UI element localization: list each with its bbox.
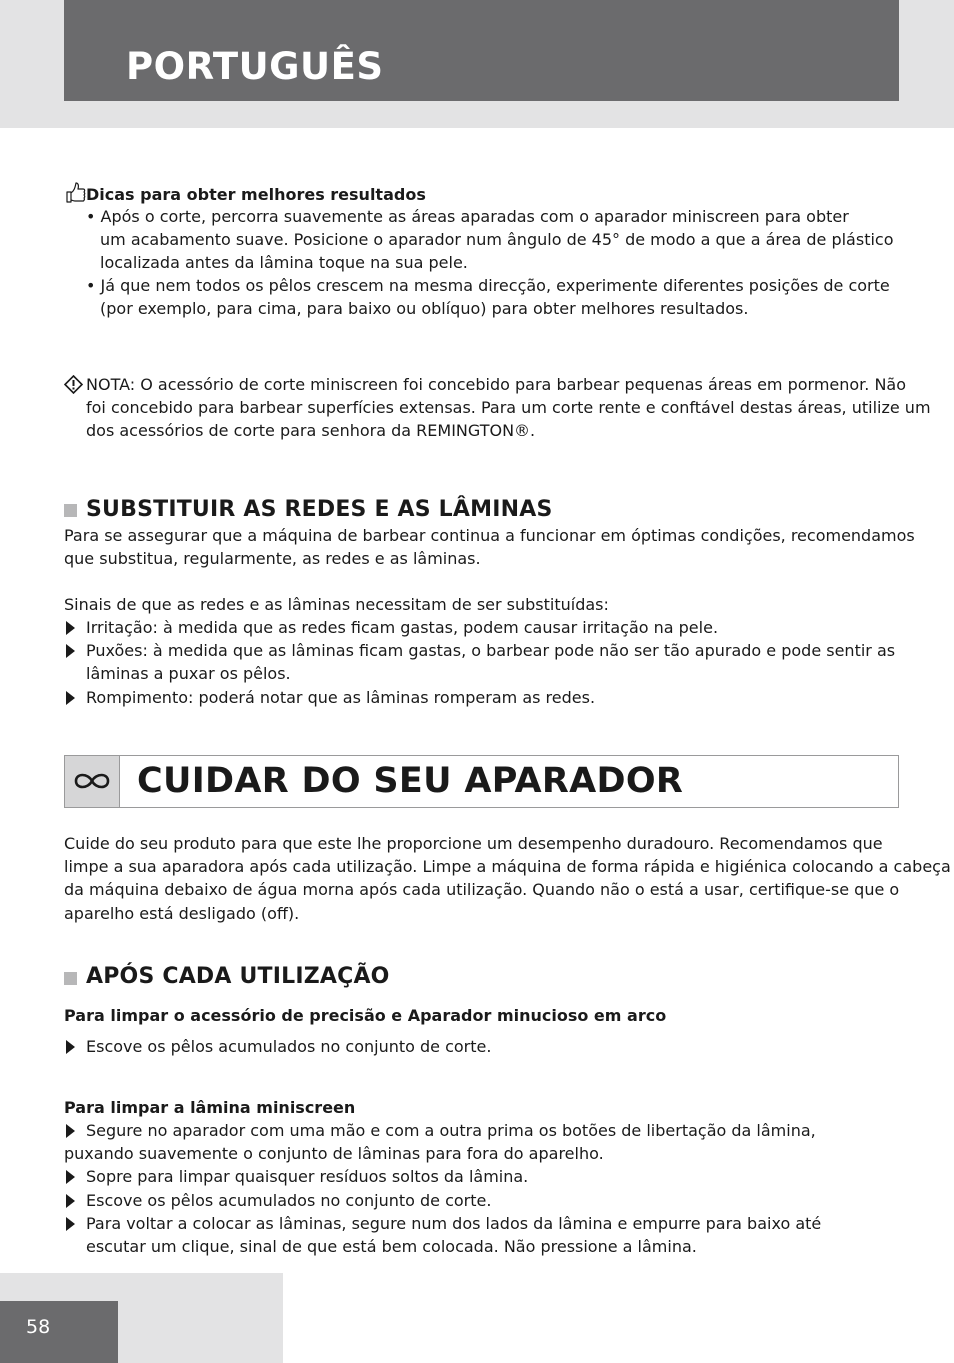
arrow-bullet-icon bbox=[66, 1194, 75, 1208]
care-section-header bbox=[64, 755, 899, 808]
list-item: Escove os pêlos acumulados no conjunto de corte. bbox=[64, 1189, 900, 1212]
section-square-bullet bbox=[64, 504, 77, 517]
page-title: PORTUGUÊS bbox=[126, 45, 384, 88]
tips-bullet-2: • Já que nem todos os pêlos crescem na mesma direcção, experimente diferentes posições de corte (por exemplo, para cima, para baixo ou oblíquo) para obter melhores resultados. bbox=[86, 276, 890, 319]
list-item: Sopre para limpar quaisquer resíduos soltos da lâmina. bbox=[64, 1165, 900, 1188]
arrow-bullet-icon bbox=[66, 1040, 75, 1054]
note-paragraph: NOTA: O acessório de corte miniscreen foi concebido para barbear pequenas áreas em pormenor. Não foi concebido para barbear superfícies extensas. Para um corte rente e conftável destas áreas, utilize um dos acessórios de corte para senhora da REMINGTON®. bbox=[86, 375, 931, 441]
list-item: Para voltar a colocar as lâminas, segure num dos lados da lâmina e empurre para baixo até escutar um clique, sinal de que está bem colocada. Não pressione a lâmina. bbox=[64, 1212, 900, 1258]
care-intro: Cuide do seu produto para que este lhe proporcione um desempenho duradouro. Recomendamos que limpe a sua aparadora após cada utilização. Limpe a máquina de forma rápida e higiénica colocando a cabeça da máquina debaixo de água morna após cada utilização. Quando não o está a usar, certifique-se que o aparelho está desligado (off). bbox=[64, 834, 951, 923]
warning-diamond-icon bbox=[64, 375, 83, 394]
care-icon-box bbox=[65, 756, 120, 807]
miniscreen-title: Para limpar a lâmina miniscreen bbox=[64, 1098, 356, 1117]
precision-steps bbox=[64, 1035, 900, 1058]
miniscreen-steps bbox=[64, 1119, 900, 1258]
arrow-bullet-icon bbox=[66, 691, 75, 705]
thumbs-up-icon bbox=[64, 180, 86, 204]
arrow-bullet-icon bbox=[66, 621, 75, 635]
list-item: Segure no aparador com uma mão e com a outra prima os botões de libertação da lâmina, puxando suavemente o conjunto de lâminas para fora do aparelho. bbox=[64, 1121, 816, 1164]
care-section-title: CUIDAR DO SEU APARADOR bbox=[137, 761, 684, 801]
tips-bullet-1: • Após o corte, percorra suavemente as áreas aparadas com o aparador miniscreen para obter um acabamento suave. Posicione o aparador num ângulo de 45° de modo a que a área de plástico localizada antes da lâmina toque na sua pele. bbox=[86, 207, 894, 273]
infinity-icon bbox=[72, 770, 112, 792]
section-square-bullet bbox=[64, 972, 77, 985]
replace-section-title: SUBSTITUIR AS REDES E AS LÂMINAS bbox=[86, 497, 553, 522]
list-item: Rompimento: poderá notar que as lâminas romperam as redes. bbox=[64, 686, 900, 709]
header-bar bbox=[64, 0, 899, 101]
precision-title: Para limpar o acessório de precisão e Aparador minucioso em arco bbox=[64, 1006, 667, 1025]
list-item: Escove os pêlos acumulados no conjunto de corte. bbox=[64, 1035, 900, 1058]
arrow-bullet-icon bbox=[66, 1124, 75, 1138]
after-use-title: APÓS CADA UTILIZAÇÃO bbox=[86, 964, 390, 989]
arrow-bullet-icon bbox=[66, 644, 75, 658]
signs-list bbox=[64, 616, 900, 709]
replace-intro: Para se assegurar que a máquina de barbear continua a funcionar em óptimas condições, recomendamos que substitua, regularmente, as redes e as lâminas. bbox=[64, 526, 915, 569]
arrow-bullet-icon bbox=[66, 1217, 75, 1231]
arrow-bullet-icon bbox=[66, 1170, 75, 1184]
list-item: Irritação: à medida que as redes ficam gastas, podem causar irritação na pele. bbox=[64, 616, 900, 639]
signs-title: Sinais de que as redes e as lâminas necessitam de ser substituídas: bbox=[64, 595, 609, 614]
page-number: 58 bbox=[26, 1316, 51, 1338]
page-number-box bbox=[0, 1301, 118, 1363]
list-item: Puxões: à medida que as lâminas ficam gastas, o barbear pode não ser tão apurado e pode sentir as lâminas a puxar os pêlos. bbox=[64, 639, 900, 685]
tips-title: Dicas para obter melhores resultados bbox=[86, 185, 426, 204]
